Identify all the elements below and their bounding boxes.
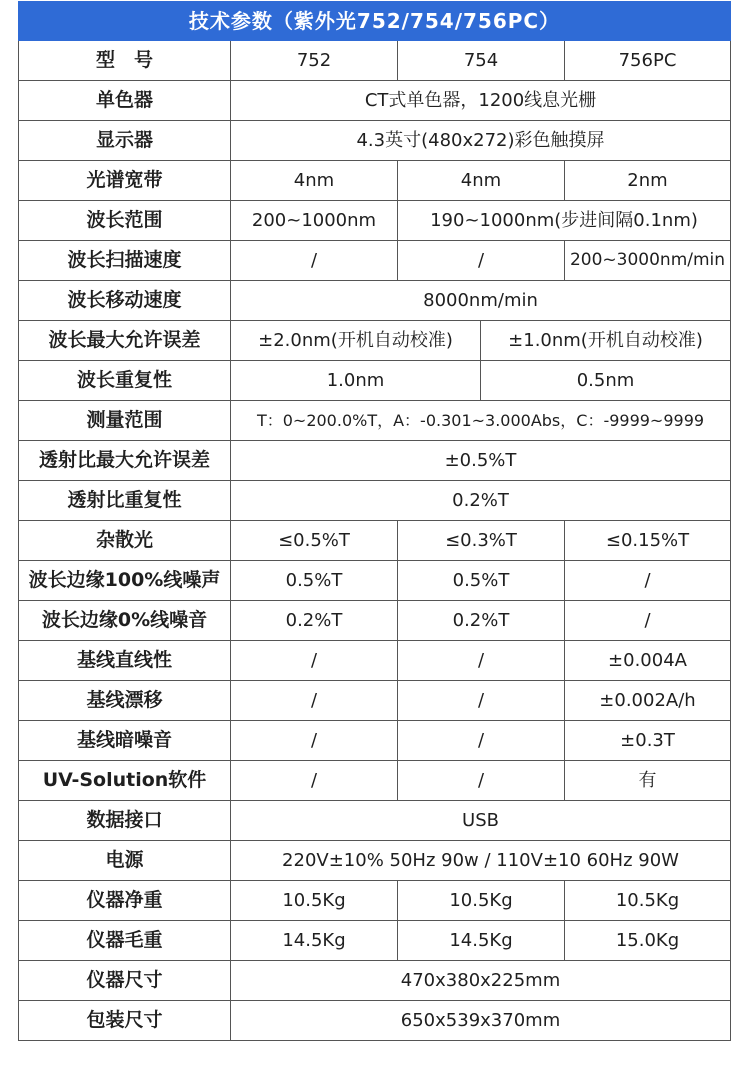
cell-right: 0.5nm — [481, 361, 731, 401]
cell-all: 650x539x370mm — [231, 1001, 731, 1041]
cell-all: ±0.5%T — [231, 441, 731, 481]
cell-754: / — [398, 761, 565, 801]
row-label: 波长扫描速度 — [19, 241, 231, 281]
table-row — [19, 1001, 731, 1041]
cell-754: / — [398, 721, 565, 761]
table-row — [19, 681, 731, 721]
row-label: 数据接口 — [19, 801, 231, 841]
cell-left: ±2.0nm(开机自动校准) — [231, 321, 481, 361]
table-row — [19, 401, 731, 441]
cell-752: 10.5Kg — [231, 881, 398, 921]
cell-all: USB — [231, 801, 731, 841]
cell-756pc: ±0.004A — [565, 641, 731, 681]
table-title: 技术参数（紫外光752/754/756PC） — [19, 2, 731, 41]
cell-756pc: 10.5Kg — [565, 881, 731, 921]
table-row — [19, 361, 731, 401]
cell-756pc: ±0.002A/h — [565, 681, 731, 721]
cell-752: / — [231, 721, 398, 761]
cell-752: / — [231, 681, 398, 721]
cell-756pc: ±0.3T — [565, 721, 731, 761]
row-label: 仪器毛重 — [19, 921, 231, 961]
row-label: 波长边缘100%线噪声 — [19, 561, 231, 601]
table-row — [19, 201, 731, 241]
cell-752: / — [231, 761, 398, 801]
row-label: UV-Solution软件 — [19, 761, 231, 801]
cell-752: 200~1000nm — [231, 201, 398, 241]
cell-754: 754 — [398, 41, 565, 81]
table-row — [19, 961, 731, 1001]
cell-752: ≤0.5%T — [231, 521, 398, 561]
row-label: 基线暗噪音 — [19, 721, 231, 761]
row-label: 型 号 — [19, 41, 231, 81]
cell-all: 8000nm/min — [231, 281, 731, 321]
table-row — [19, 801, 731, 841]
cell-756pc: 15.0Kg — [565, 921, 731, 961]
cell-754: / — [398, 641, 565, 681]
table-row — [19, 761, 731, 801]
cell-752: 752 — [231, 41, 398, 81]
cell-756pc: 有 — [565, 761, 731, 801]
cell-all: 0.2%T — [231, 481, 731, 521]
cell-752: 0.5%T — [231, 561, 398, 601]
cell-756pc: ≤0.15%T — [565, 521, 731, 561]
cell-all: 470x380x225mm — [231, 961, 731, 1001]
table-row — [19, 41, 731, 81]
row-label: 仪器净重 — [19, 881, 231, 921]
cell-left: 1.0nm — [231, 361, 481, 401]
row-label: 波长重复性 — [19, 361, 231, 401]
row-label: 杂散光 — [19, 521, 231, 561]
cell-756pc: 2nm — [565, 161, 731, 201]
row-label: 电源 — [19, 841, 231, 881]
row-label: 单色器 — [19, 81, 231, 121]
table-row — [19, 81, 731, 121]
table-row — [19, 321, 731, 361]
table-row — [19, 521, 731, 561]
row-label: 基线漂移 — [19, 681, 231, 721]
row-label: 波长移动速度 — [19, 281, 231, 321]
cell-all: 220V±10% 50Hz 90w / 110V±10 60Hz 90W — [231, 841, 731, 881]
table-row — [19, 441, 731, 481]
cell-756pc: 200~3000nm/min — [565, 241, 731, 281]
cell-right: ±1.0nm(开机自动校准) — [481, 321, 731, 361]
cell-754: / — [398, 241, 565, 281]
cell-752: 0.2%T — [231, 601, 398, 641]
cell-752: / — [231, 641, 398, 681]
cell-752: 14.5Kg — [231, 921, 398, 961]
table-row — [19, 881, 731, 921]
cell-all: CT式单色器，1200线息光栅 — [231, 81, 731, 121]
cell-754: 0.5%T — [398, 561, 565, 601]
cell-754: ≤0.3%T — [398, 521, 565, 561]
row-label: 显示器 — [19, 121, 231, 161]
cell-all: T：0~200.0%T，A：-0.301~3.000Abs，C：-9999~9999 — [231, 401, 731, 441]
table-row — [19, 561, 731, 601]
row-label: 波长最大允许误差 — [19, 321, 231, 361]
table-row — [19, 281, 731, 321]
cell-754: 14.5Kg — [398, 921, 565, 961]
cell-756pc: / — [565, 561, 731, 601]
cell-756pc: / — [565, 601, 731, 641]
row-label: 基线直线性 — [19, 641, 231, 681]
table-row — [19, 641, 731, 681]
cell-754: 0.2%T — [398, 601, 565, 641]
row-label: 透射比重复性 — [19, 481, 231, 521]
row-label: 测量范围 — [19, 401, 231, 441]
cell-all: 4.3英寸(480x272)彩色触摸屏 — [231, 121, 731, 161]
row-label: 光谱宽带 — [19, 161, 231, 201]
table-row — [19, 481, 731, 521]
cell-752: / — [231, 241, 398, 281]
row-label: 透射比最大允许误差 — [19, 441, 231, 481]
row-label: 波长边缘0%线噪音 — [19, 601, 231, 641]
title-row — [19, 2, 731, 41]
row-label: 波长范围 — [19, 201, 231, 241]
cell-754-756pc: 190~1000nm(步进间隔0.1nm) — [398, 201, 731, 241]
cell-754: / — [398, 681, 565, 721]
cell-754: 10.5Kg — [398, 881, 565, 921]
cell-752: 4nm — [231, 161, 398, 201]
table-row — [19, 921, 731, 961]
cell-754: 4nm — [398, 161, 565, 201]
spec-table — [18, 1, 731, 1041]
table-row — [19, 121, 731, 161]
table-row — [19, 721, 731, 761]
table-row — [19, 161, 731, 201]
cell-756pc: 756PC — [565, 41, 731, 81]
row-label: 包装尺寸 — [19, 1001, 231, 1041]
table-row — [19, 601, 731, 641]
table-row — [19, 841, 731, 881]
table-row — [19, 241, 731, 281]
row-label: 仪器尺寸 — [19, 961, 231, 1001]
